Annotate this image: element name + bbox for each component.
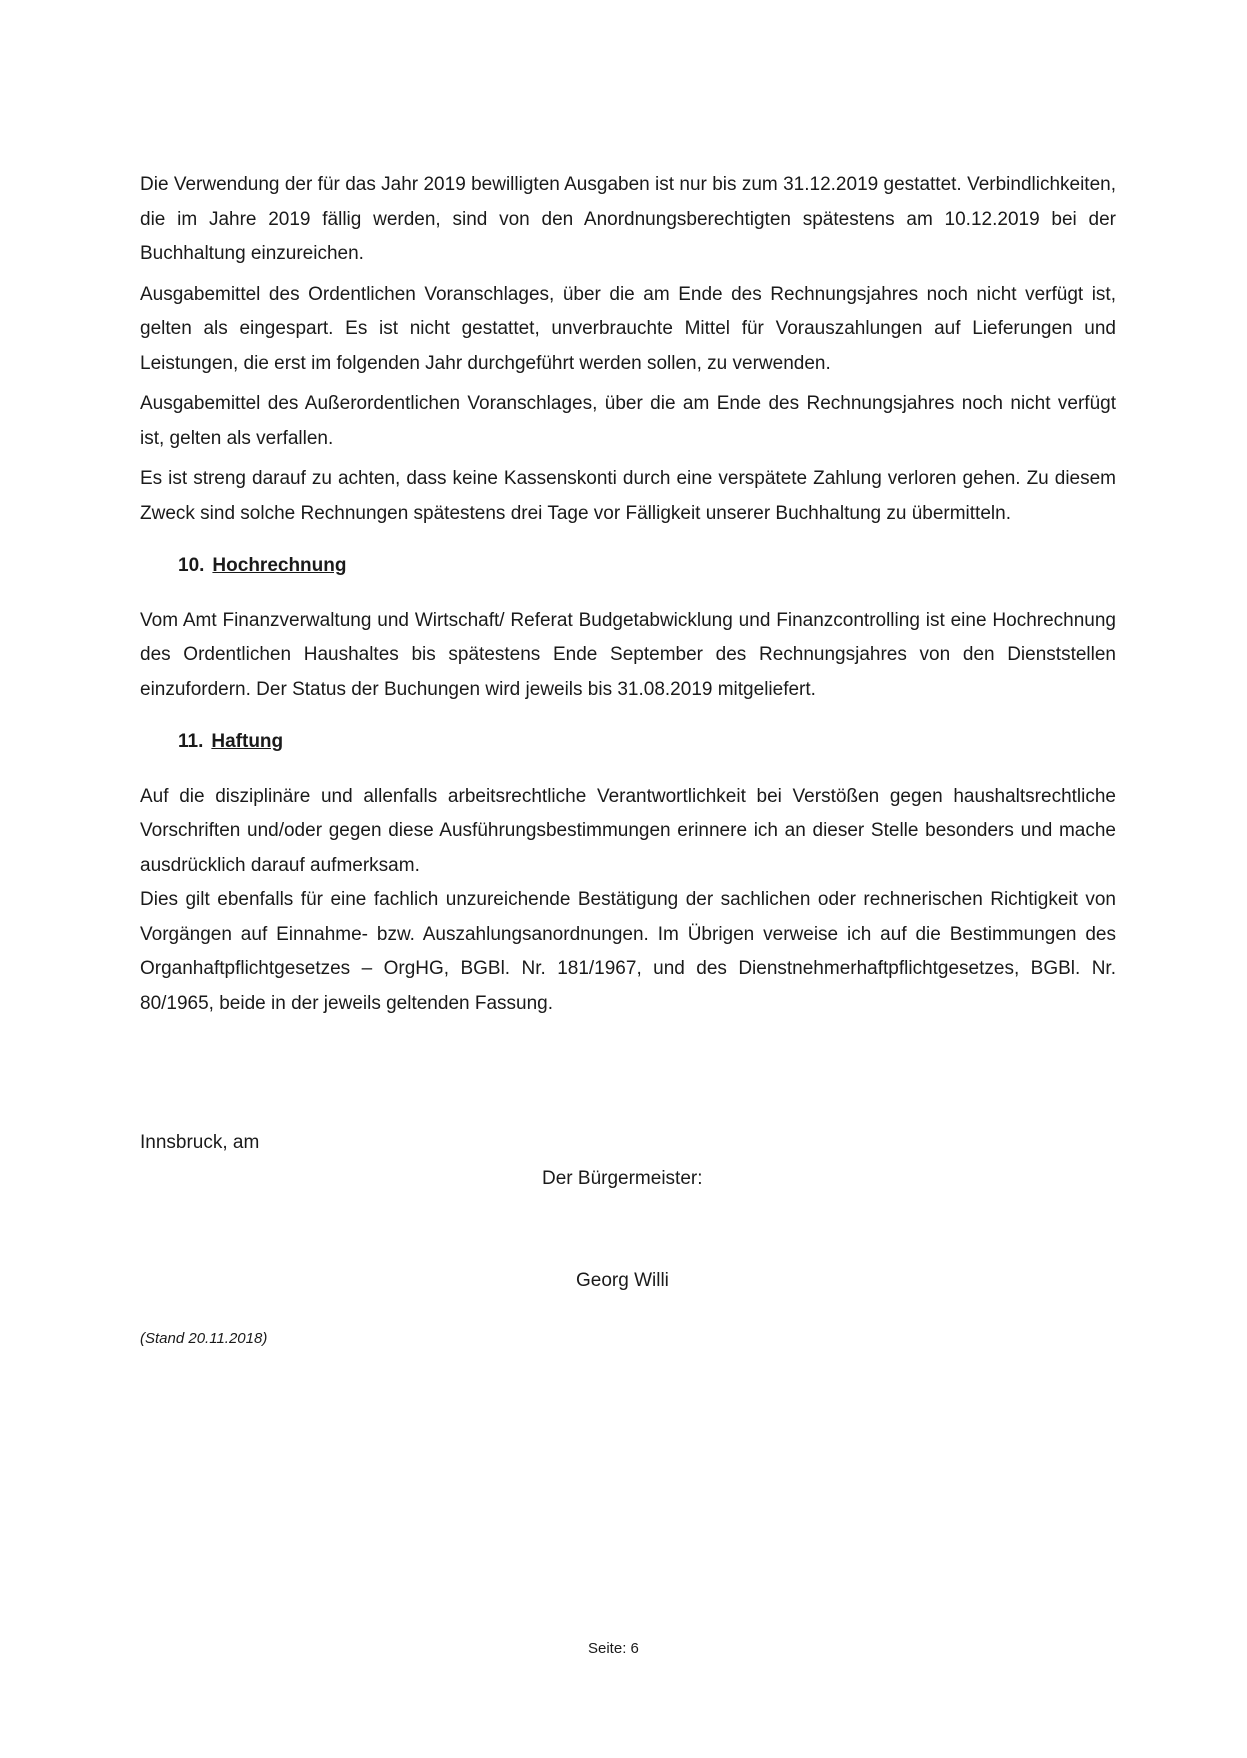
section-heading-haftung xyxy=(178,725,1116,760)
section-title: Haftung xyxy=(211,731,284,752)
paragraph-expenditure-deadline: Die Verwendung der für das Jahr 2019 bewilligten Ausgaben ist nur bis zum 31.12.2019 gestattet. Verbindlichkeiten, die im Jahre 2019 fällig werden, sind von den Anordnungsberechtigten spätestens am 10.12.2019 bei der Buchhaltung einzureichen. xyxy=(140,174,1116,264)
version-note: (Stand 20.11.2018) xyxy=(140,1330,268,1347)
paragraph-haftung-1: Auf die disziplinäre und allenfalls arbeitsrechtliche Verantwortlichkeit bei Verstößen gegen haushaltsrechtliche Vorschriften und/oder gegen diese Ausführungsbestimmungen erinnere ich an dieser Stelle besonders und mache ausdrücklich darauf aufmerksam. xyxy=(140,785,1116,876)
page-number: Seite: 6 xyxy=(588,1640,639,1657)
section-number: 10. xyxy=(178,555,205,576)
section-number: 11. xyxy=(178,731,204,752)
paragraph-extraordinary-budget: Ausgabemittel des Außerordentlichen Voranschlages, über die am Ende des Rechnungsjahres noch nicht verfügt ist, gelten als verfallen. xyxy=(140,393,1116,449)
paragraph-cash-discounts: Es ist streng darauf zu achten, dass keine Kassenskonti durch eine verspätete Zahlung verloren gehen. Zu diesem Zweck sind solche Rechnungen spätestens drei Tage vor Fälligkeit unserer Buchhaltung zu übermitteln. xyxy=(140,468,1116,524)
signer-name: Georg Willi xyxy=(576,1270,669,1291)
section-title: Hochrechnung xyxy=(212,555,347,576)
section-heading-hochrechnung xyxy=(178,549,1116,584)
document-body xyxy=(140,168,1116,1027)
signer-role: Der Bürgermeister: xyxy=(542,1168,703,1189)
paragraph-ordinary-budget: Ausgabemittel des Ordentlichen Voranschlages, über die am Ende des Rechnungsjahres noch nicht verfügt ist, gelten als eingespart. Es ist nicht gestattet, unverbrauchte Mittel für Vorauszahlungen auf Lieferungen und Leistungen, die erst im folgenden Jahr durchgeführt werden sollen, zu verwenden. xyxy=(140,283,1116,374)
paragraph-haftung-2: Dies gilt ebenfalls für eine fachlich unzureichende Bestätigung der sachlichen oder rechnerischen Richtigkeit von Vorgängen auf Einnahme- bzw. Auszahlungsanordnungen. Im Übrigen verweise ich auf die Bestimmungen des Organhaftpflichtgesetzes – OrgHG, BGBl. Nr. 181/1967, und des Dienstnehmerhaftpflichtgesetzes, BGBl. Nr. 80/1965, beide in der jeweils geltenden Fassung. xyxy=(140,889,1116,1014)
place-date-line: Innsbruck, am xyxy=(140,1132,260,1153)
paragraph-hochrechnung: Vom Amt Finanzverwaltung und Wirtschaft/ Referat Budgetabwicklung und Finanzcontrolling ist eine Hochrechnung des Ordentlichen Haushaltes bis spätestens Ende September des Rechnungsjahres von den Dienststellen einzufordern. Der Status der Buchungen wird jeweils bis 31.08.2019 mitgeliefert. xyxy=(140,609,1116,700)
